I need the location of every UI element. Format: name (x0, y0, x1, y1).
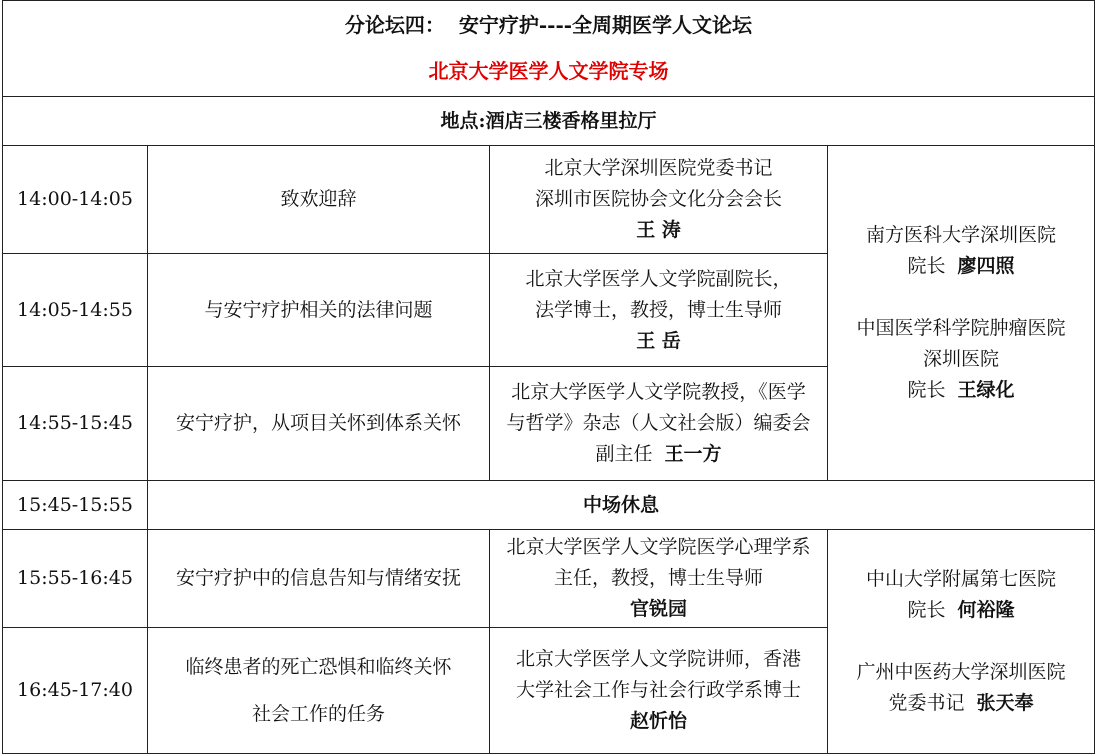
session-topic: 安宁疗护，从项目关怀到体系关怀 (175, 412, 461, 434)
moderator-title-line (907, 375, 1014, 406)
forum-title: 分论坛四： 安宁疗护----全周期医学人文论坛 (344, 13, 753, 37)
speaker-line: 与哲学》杂志（人文社会版）编委会 (506, 412, 811, 434)
moderator-name: 王绿化 (957, 379, 1015, 401)
time-cell (2, 480, 148, 530)
session-time: 14:05-14:55 (17, 298, 133, 321)
moderator-name: 何裕隆 (957, 599, 1015, 621)
moderator-org: 深圳医院 (922, 348, 999, 370)
speaker-title-line (595, 439, 721, 470)
break-time: 15:45-15:55 (17, 493, 133, 516)
speaker-name: 赵忻怡 (629, 710, 687, 732)
time-cell (2, 529, 148, 628)
moderator-title: 院长 (907, 255, 946, 277)
session-time: 14:00-14:05 (17, 188, 133, 210)
moderator-name: 张天奉 (976, 692, 1034, 714)
speaker-line: 主任，教授，博士生导师 (553, 567, 763, 589)
time-cell (2, 253, 148, 367)
speaker-cell (489, 253, 828, 367)
session-time: 16:45-17:40 (17, 679, 133, 701)
moderator-title-line (888, 688, 1033, 719)
session-topic-line: 社会工作的任务 (251, 702, 385, 725)
moderator-title: 党委书记 (888, 692, 965, 714)
session-topic: 安宁疗护中的信息告知与情绪安抚 (175, 567, 461, 589)
topic-cell (147, 145, 490, 254)
time-cell (2, 145, 148, 254)
session-topic-line: 临终患者的死亡恐惧和临终关怀 (185, 655, 452, 678)
speaker-cell (489, 529, 828, 628)
location-cell (2, 96, 1095, 146)
topic-cell (147, 253, 490, 367)
speaker-name: 官锐园 (629, 598, 687, 620)
time-cell (2, 366, 148, 481)
moderator-org: 广州中医药大学深圳医院 (856, 661, 1066, 683)
topic-cell (147, 627, 490, 754)
moderator-title: 院长 (907, 599, 946, 621)
speaker-prefix: 副主任 (595, 443, 653, 465)
speaker-cell (489, 145, 828, 254)
moderator-name: 廖四照 (957, 255, 1015, 277)
forum-subtitle: 北京大学医学人文学院专场 (428, 59, 669, 83)
moderator-title: 院长 (907, 379, 946, 401)
time-cell (2, 627, 148, 754)
header-title-cell (2, 0, 1095, 97)
speaker-cell (489, 627, 828, 754)
moderator-org: 南方医科大学深圳医院 (865, 224, 1056, 246)
speaker-line: 法学博士，教授，博士生导师 (534, 298, 782, 321)
speaker-line: 北京大学医学人文学院教授，《医学 (511, 381, 806, 403)
topic-cell (147, 366, 490, 481)
session-time: 14:55-15:45 (17, 412, 133, 434)
break-cell (147, 480, 1095, 530)
speaker-cell (489, 366, 828, 481)
speaker-line: 北京大学医学人文学院医学心理学系 (506, 536, 811, 558)
speaker-name: 王一方 (664, 443, 722, 465)
moderators-cell (827, 145, 1095, 481)
moderators-cell (827, 529, 1095, 754)
speaker-line: 北京大学医学人文学院讲师，香港 (515, 648, 801, 670)
speaker-name: 王 涛 (636, 219, 681, 241)
speaker-line: 北京大学医学人文学院副院长， (525, 267, 792, 290)
session-topic: 与安宁疗护相关的法律问题 (204, 298, 433, 321)
speaker-line: 深圳市医院协会文化分会会长 (534, 188, 782, 210)
moderator-org: 中国医学科学院肿瘤医院 (856, 317, 1066, 339)
session-topic: 致欢迎辞 (280, 188, 357, 210)
break-label: 中场休息 (582, 493, 659, 516)
speaker-line: 北京大学深圳医院党委书记 (544, 157, 773, 179)
speaker-line: 大学社会工作与社会行政学系博士 (515, 679, 801, 701)
moderator-org: 中山大学附属第七医院 (865, 568, 1056, 590)
moderator-title-line (907, 251, 1014, 282)
speaker-name: 王 岳 (636, 329, 681, 352)
location-text: 地点:酒店三楼香格里拉厅 (440, 109, 657, 132)
session-time: 15:55-16:45 (17, 567, 133, 589)
topic-cell (147, 529, 490, 628)
moderator-title-line (907, 595, 1014, 626)
